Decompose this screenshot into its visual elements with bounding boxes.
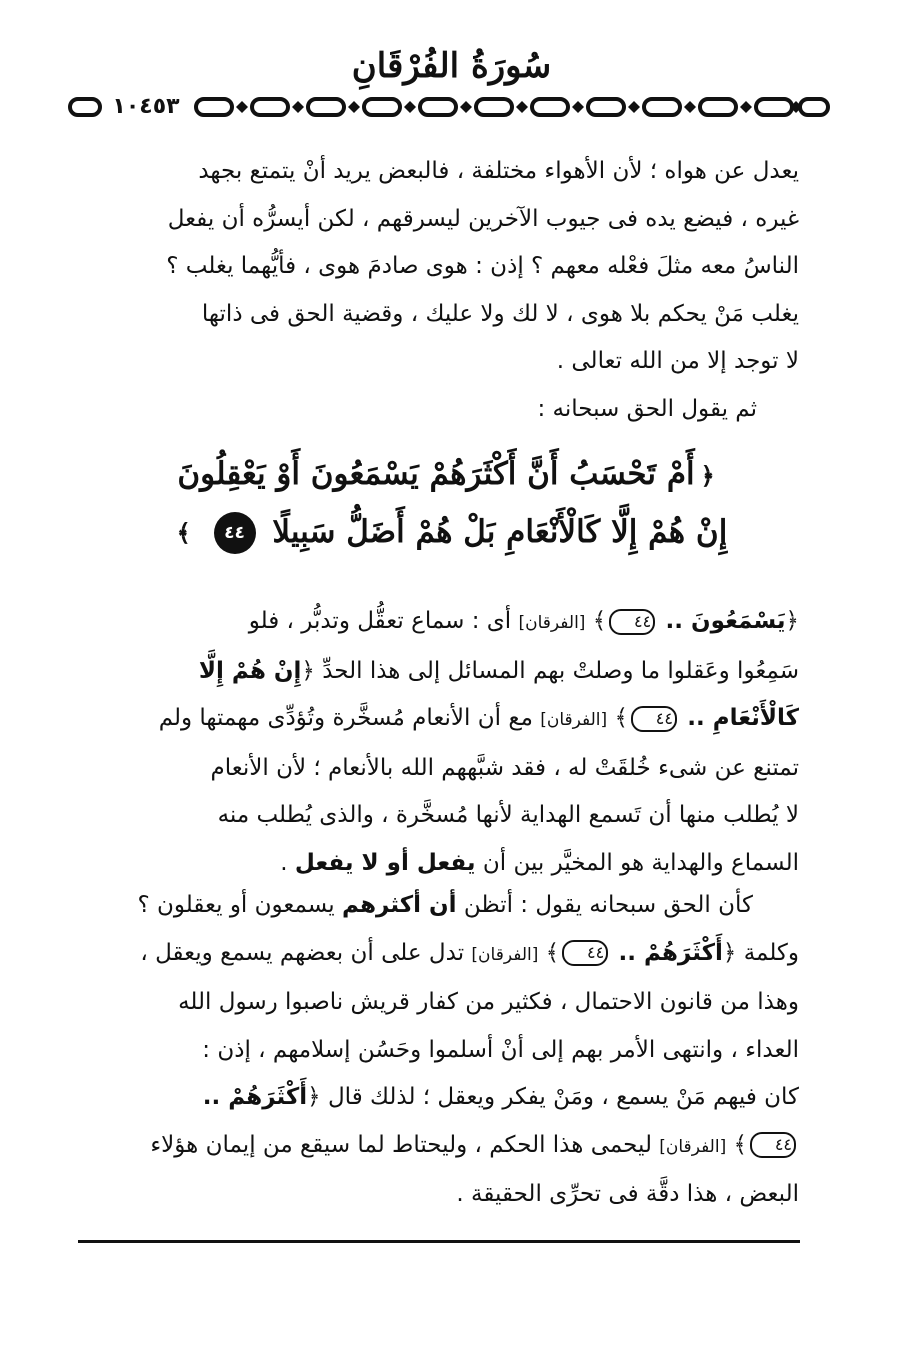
text-run: أى : سماع تعقُّل وتدبُّر ، فلو (248, 608, 512, 634)
ornamental-border (66, 88, 832, 128)
quoted-word: إِنْ هُمْ إِلَّا (198, 657, 302, 684)
text-run: يسمعون أو يعقلون ؟ (137, 892, 335, 918)
verse-line (99, 504, 799, 562)
surah-reference: [الفرقان] (518, 613, 586, 633)
ayah-number-badge: ٤٤ (562, 940, 608, 966)
verse-close-ornament-icon: ﴾ (176, 518, 191, 547)
text-run: تدل على أن بعضهم يسمع ويعقل ، (140, 939, 465, 966)
bold-phrase: يفعل أو لا يفعل (294, 849, 476, 876)
footer-divider (78, 1240, 800, 1243)
text-line (99, 648, 799, 696)
text-line (99, 598, 799, 648)
text-run: كان فيهم مَنْ يسمع ، ومَنْ يفكر ويعقل ؛ لذلك قال (327, 1084, 799, 1110)
quote-close-icon: ﴾ (545, 939, 560, 966)
text-line: وهذا من قانون الاحتمال ، فكثير من كفار قريش ناصبوا رسول الله (178, 989, 799, 1015)
page-number: ١٠٤٥٣ (106, 92, 186, 122)
quoted-word: أَكْثَرَهُمْ .. (618, 939, 723, 966)
text-run: ليحمى هذا الحكم ، وليحتاط لما سيقع من إيمان هؤلاء (150, 1131, 652, 1158)
text-line: الناسُ معه مثلَ فعْله معهم ؟ إذن : هوى صادمَ هوى ، فأيُّهما يغلب ؟ (166, 253, 799, 279)
text-line: العداء ، وانتهى الأمر بهم إلى أنْ أسلموا وحَسُن إسلامهم ، إذن : (202, 1036, 799, 1063)
surah-reference: [الفرقان] (540, 710, 608, 730)
quoted-word: يَسْمَعُونَ .. (665, 608, 786, 634)
quote-open-icon: ﴿ (785, 608, 799, 634)
ayah-number-badge: ٤٤ (631, 706, 677, 732)
quoted-word: كَالْأَنْعَامِ .. (687, 705, 799, 731)
text-run: وكلمة (743, 939, 799, 966)
text-line: لا توجد إلا من الله تعالى . (556, 348, 799, 374)
quote-close-icon: ﴾ (733, 1131, 747, 1158)
text-line: تمتنع عن شىء خُلقَتْ له ، فقد شبَّههم الله بالأنعام ؛ لأن الأنعام (210, 754, 799, 781)
text-run: سَمِعُوا وعَقلوا ما وصلتْ بهم المسائل إلى هذا الحدِّ (322, 657, 799, 684)
verse-line (99, 446, 799, 504)
quoted-word: أَكْثَرَهُمْ .. (202, 1084, 308, 1110)
quote-open-icon: ﴿ (722, 939, 737, 966)
ayah-number-badge: ٤٤ (609, 609, 655, 635)
surah-reference: [الفرقان] (471, 944, 539, 965)
ayah-number-badge: ٤٤ (750, 1132, 796, 1158)
surah-reference: [الفرقان] (659, 1136, 727, 1157)
quran-verse (99, 446, 799, 576)
text-run: مع أن الأنعام مُسخَّرة وتُؤدِّى مهمتها ولم (158, 705, 533, 731)
text-line (99, 1122, 799, 1172)
text-line (99, 1074, 799, 1122)
intro-line: ثم يقول الحق سبحانه : (537, 396, 757, 422)
quote-close-icon: ﴾ (614, 705, 628, 731)
text-line: لا يُطلب منها أن تَسمع الهداية لأنها مُسخَّرة ، والذى يُطلب منه (217, 802, 799, 828)
text-line: يعدل عن هواه ؛ لأن الأهواء مختلفة ، فالبعض يريد أنْ يتمتع بجهد (198, 158, 799, 184)
quote-open-icon: ﴿ (301, 657, 315, 684)
text-line: البعض ، هذا دقَّة فى تحرِّى الحقيقة . (456, 1181, 799, 1207)
verse-text: أَمْ تَحْسَبُ أَنَّ أَكْثَرَهُمْ يَسْمَعُونَ أَوْ يَعْقِلُونَ (177, 456, 695, 492)
text-line: غيره ، فيضع يده فى جيوب الآخرين ليسرقهم ، لكن أيسرُّه أن يفعل (167, 205, 799, 232)
text-line (99, 882, 799, 930)
verse-text: إِنْ هُمْ إِلَّا كَالْأَنْعَامِ بَلْ هُمْ أَضَلُّ سَبِيلًا (272, 513, 728, 550)
surah-title: سُورَةُ الفُرْقَانِ (351, 46, 552, 86)
paragraph-1 (99, 148, 799, 386)
text-line: يغلب مَنْ يحكم بلا هوى ، لا لك ولا عليك ، وقضية الحق فى ذاتها (201, 300, 799, 327)
text-line (99, 695, 799, 745)
text-run: السماع والهداية هو المخيَّر بين أن (482, 849, 799, 876)
ayah-number-badge: ٤٤ (214, 512, 256, 554)
verse-open-ornament-icon: ﴿ (700, 460, 715, 490)
text-line: السماع والهداية هو المخيَّر بين أن يفعل أو لا يفعل . (280, 849, 799, 876)
paragraph-3 (99, 882, 799, 1219)
bold-phrase: أن أكثرهم (342, 892, 457, 918)
text-run: كأن الحق سبحانه يقول : أتظن (463, 892, 753, 918)
quote-close-icon: ﴾ (592, 608, 607, 634)
text-line (99, 930, 799, 980)
quote-open-icon: ﴿ (307, 1084, 321, 1110)
paragraph-2 (99, 598, 799, 887)
